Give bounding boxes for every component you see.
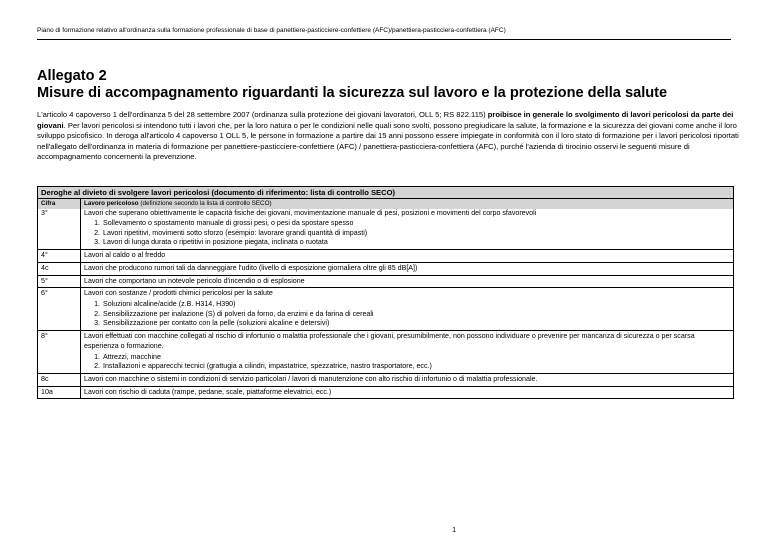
table-row	[38, 331, 734, 374]
row-sublist	[84, 219, 730, 248]
row-code: 4c	[38, 262, 81, 275]
sublist-item: 2. Lavori ripetitivi, movimenti sotto sforzo (esempio: lavorare grandi quantità di impasti)	[102, 229, 730, 239]
row-work	[81, 275, 734, 288]
row-description: Lavori effettuati con macchine collegati al rischio di infortunio o malattia professionale che i giovani, presumibilmente, non possono individuare o prevenire per mancanza di sicurezza o per scarsa esperienza o formazione.	[84, 332, 695, 350]
row-work	[81, 250, 734, 263]
row-code: 3°	[38, 209, 81, 250]
table-row	[38, 275, 734, 288]
page-number: 1	[452, 525, 457, 534]
row-code: 4°	[38, 250, 81, 263]
row-code: 6°	[38, 288, 81, 331]
table-row	[38, 386, 734, 399]
table-caption: Deroghe al divieto di svolgere lavori pericolosi (documento di riferimento: lista di controllo SECO)	[38, 187, 734, 199]
title-line-2: Misure di accompagnamento riguardanti la sicurezza sul lavoro e la protezione della salute	[37, 85, 668, 101]
table-row	[38, 262, 734, 275]
title-line-1: Allegato 2	[37, 68, 107, 84]
sublist-item: 1. Sollevamento o spostamento manuale di grossi pesi, o pesi da spostare spesso	[102, 219, 730, 229]
row-description: Lavori che comportano un notevole pericolo d'incendio o di esplosione	[84, 276, 305, 285]
row-sublist	[84, 300, 730, 329]
intro-bold: proibisce in generale lo svolgimento di lavori pericolosi da parte dei giovani	[37, 110, 734, 130]
row-work	[81, 262, 734, 275]
table-row	[38, 373, 734, 386]
row-work	[81, 209, 734, 250]
row-code: 5°	[38, 275, 81, 288]
measures-table	[37, 186, 734, 399]
page-title	[37, 68, 737, 102]
row-description: Lavori al caldo o al freddo	[84, 251, 166, 260]
row-description: Lavori con rischio di caduta (rampe, pedane, scale, piattaforme elevatrici, ecc.)	[84, 387, 332, 396]
running-header: Piano di formazione relativo all'ordinanza sulla formazione professionale di base di panettiere-pasticciere-confettiere (AFC)/panettiera-pasticciera-confettiera (AFC)	[37, 27, 506, 34]
row-work	[81, 386, 734, 399]
row-work	[81, 373, 734, 386]
table-row	[38, 250, 734, 263]
table-row	[38, 288, 734, 331]
row-description: Lavori che superano obiettivamente le capacità fisiche dei giovani, movimentazione manuale di pesi, posizioni e movimenti del corpo sfavorevoli	[84, 208, 537, 217]
row-code: 10a	[38, 386, 81, 399]
sublist-item: 3. Sensibilizzazione per contatto con la pelle (soluzioni alcaline e detersivi)	[102, 319, 730, 329]
header-rule	[37, 39, 731, 40]
col-header-code: Cifra	[38, 199, 81, 209]
row-description: Lavori con macchine o sistemi in condizioni di servizio particolari / lavori di manutenzione con alto rischio di infortunio o di malattia professionale.	[84, 374, 538, 383]
intro-text-2: . Per lavori pericolosi si intendono tutti i lavori che, per la loro natura o per le condizioni nelle quali sono svolti, possono pregiudicare la salute, la formazione e la sicurezza dei giovani come anche il loro sviluppo psicofisico. In deroga all'articolo 4 capoverso 1 OLL 5, le persone in formazione a partire dai 15 anni possono essere impiegate in conformità con il loro stato di formazione per i lavori pericolosi riportati nell'allegato dell'ordinanza in materia di formazione per panettiere-pasticciere-confettiere (AFC) / panettiera-pasticciera-confettiera (AFC), purché l'azienda di tirocinio osservi le seguenti misure di accompagnamento concernenti la prevenzione.	[37, 120, 739, 162]
intro-paragraph	[37, 110, 739, 163]
sublist-item: 2. Installazioni e apparecchi tecnici (grattugia a cilindri, impastatrice, spezzatrice, nastro trasportatore, ecc.)	[102, 362, 730, 372]
sublist-item: 1. Soluzioni alcaline/acide (z.B. H314, H390)	[102, 300, 730, 310]
sublist-item: 1. Attrezzi, macchine	[102, 353, 730, 363]
sublist-item: 2. Sensibilizzazione per inalazione (S) di polveri da forno, da enzimi e da farina di cereali	[102, 310, 730, 320]
row-code: 8c	[38, 373, 81, 386]
row-work	[81, 288, 734, 331]
intro-text-1: L'articolo 4 capoverso 1 dell'ordinanza 5 del 28 settembre 2007 (ordinanza sulla protezione dei giovani lavoratori, OLL 5; RS 822.115)	[37, 110, 488, 119]
col-header-work: Lavoro pericoloso (definizione secondo la lista di controllo SECO)	[81, 199, 734, 209]
row-code: 8°	[38, 331, 81, 374]
row-description: Lavori che producono rumori tali da danneggiare l'udito (livello di esposizione giornaliera oltre gli 85 dB[A])	[84, 263, 418, 272]
table-row	[38, 209, 734, 250]
row-description: Lavori con sostanze / prodotti chimici pericolosi per la salute	[84, 289, 273, 298]
sublist-item: 3. Lavori di lunga durata o ripetitivi in posizione piegata, inclinata o ruotata	[102, 238, 730, 248]
row-sublist	[84, 353, 730, 372]
row-work	[81, 331, 734, 374]
